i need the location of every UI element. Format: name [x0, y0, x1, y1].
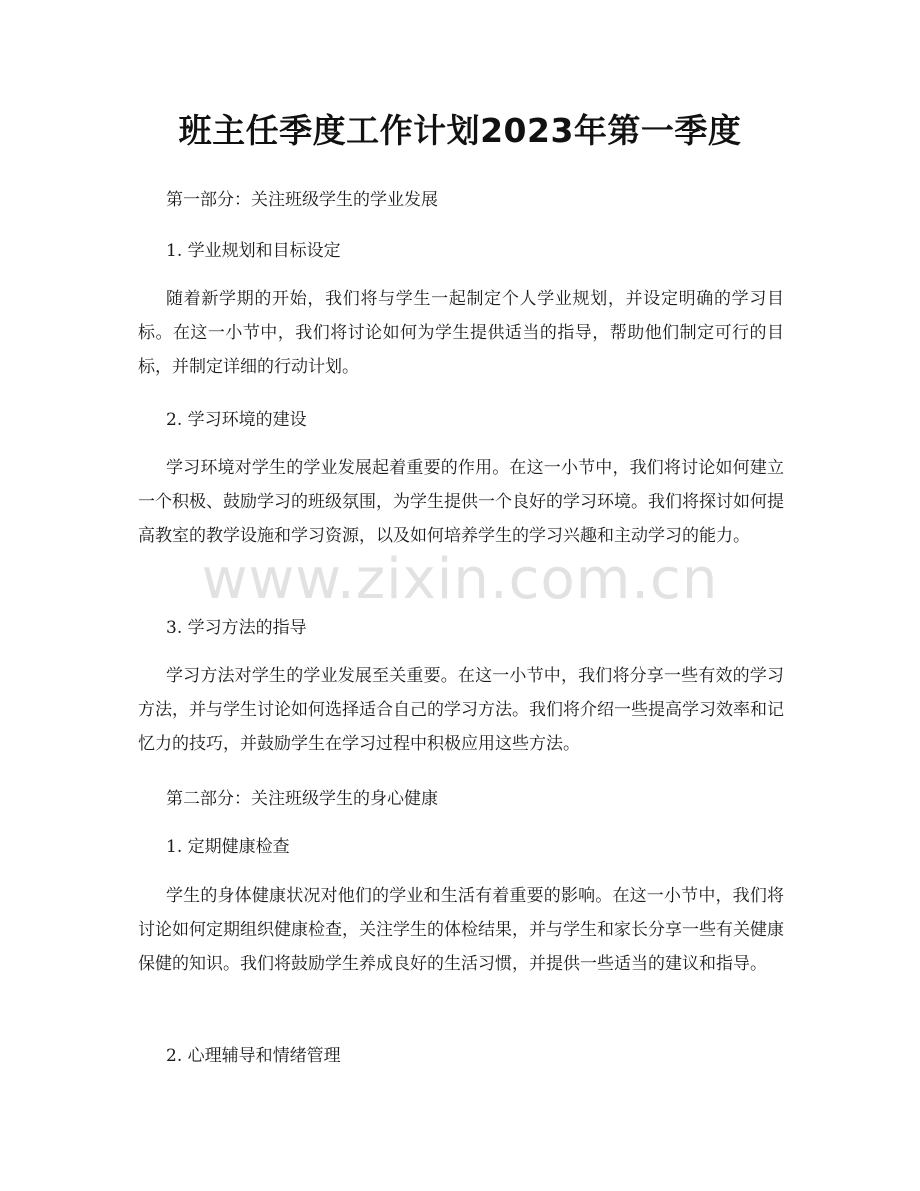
subsection-heading-2-1: 1. 定期健康检查 — [166, 837, 290, 857]
section-heading-1: 第一部分：关注班级学生的学业发展 — [166, 190, 438, 210]
subsection-heading-2-2: 2. 心理辅导和情绪管理 — [166, 1046, 341, 1066]
document-title: 班主任季度工作计划2023年第一季度 — [178, 111, 742, 150]
paragraph-2-1: 学生的身体健康状况对他们的学业和生活有着重要的影响。在这一小节中，我们将讨论如何定期组织健康检查，关注学生的体检结果，并与学生和家长分享一些有关健康保健的知识。我们将鼓励学生养成良好的生活习惯，并提供一些适当的建议和指导。 — [138, 886, 784, 974]
paragraph-1-2: 学习环境对学生的学业发展起着重要的作用。在这一小节中，我们将讨论如何建立一个积极、鼓励学习的班级氛围，为学生提供一个良好的学习环境。我们将探讨如何提高教室的教学设施和学习资源，以及如何培养学生的学习兴趣和主动学习的能力。 — [138, 458, 784, 546]
section-heading-2: 第二部分：关注班级学生的身心健康 — [166, 789, 438, 809]
subsection-heading-1-2: 2. 学习环境的建设 — [166, 410, 307, 430]
paragraph-1-1: 随着新学期的开始，我们将与学生一起制定个人学业规划，并设定明确的学习目标。在这一小节中，我们将讨论如何为学生提供适当的指导，帮助他们制定可行的目标，并制定详细的行动计划。 — [138, 289, 784, 377]
subsection-heading-1-1: 1. 学业规划和目标设定 — [166, 241, 341, 261]
watermark-text: www.zixin.com.cn — [201, 547, 719, 612]
subsection-heading-1-3: 3. 学习方法的指导 — [166, 618, 307, 638]
paragraph-1-3: 学习方法对学生的学业发展至关重要。在这一小节中，我们将分享一些有效的学习方法，并与学生讨论如何选择适合自己的学习方法。我们将介绍一些提高学习效率和记忆力的技巧，并鼓励学生在学习过程中积极应用这些方法。 — [138, 666, 784, 754]
